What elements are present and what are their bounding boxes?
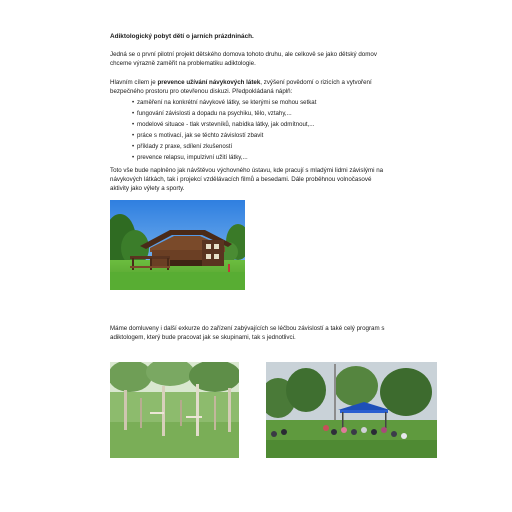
goal-paragraph-line-2: bezpečného prostoru pro otevřenou diskuzi. Předpokládaná náplň: bbox=[110, 88, 293, 95]
list-item: • prevence relapsu, impulzivní užití látky,... bbox=[132, 153, 316, 164]
list-item: • fungování závislosti a dopadu na psychiku, tělo, vztahy,... bbox=[132, 109, 316, 120]
excursion-paragraph-line-2: adiktologem, který bude pracovat jak se skupinami, tak s jednotlivci. bbox=[110, 334, 296, 341]
group-tent-photo bbox=[266, 362, 437, 458]
realization-paragraph-line-2: návykových látkách, tak i projekcí vzdělávacích filmů a besedami. Dále proběhnou volnočasové bbox=[110, 176, 372, 183]
document-title: Adiktologický pobyt dětí o jarních prázdninách. bbox=[110, 33, 254, 40]
goal-highlight: prevence užívání návykových látek bbox=[157, 79, 261, 86]
intro-paragraph-line-2: chceme výrazně zaměřit na problematiku adiktologie. bbox=[110, 60, 256, 67]
realization-paragraph-line-3: aktivity jako výlety a sporty. bbox=[110, 185, 185, 192]
intro-paragraph-line-1: Jedná se o první pilotní projekt dětského domova tohoto druhu, ale celkově se jako dětský domov bbox=[110, 51, 377, 58]
forest-posts-photo bbox=[110, 362, 239, 458]
cottage-photo bbox=[110, 200, 245, 290]
list-item: • práce s motivací, jak se těchto závislostí zbavit bbox=[132, 131, 316, 142]
goal-text-end: , zvýšení povědomí o rizicích a vytvoření bbox=[260, 79, 372, 86]
list-item: • příklady z praxe, sdílení zkušeností bbox=[132, 142, 316, 153]
realization-paragraph-line-1: Toto vše bude naplněno jak návštěvou výchovného ústavu, kde pracují s mladými lidmi závislými na bbox=[110, 167, 384, 174]
program-bullet-list bbox=[132, 98, 316, 163]
list-item: • modelové situace - tlak vrstevníků, nabídka látky, jak odmítnout,... bbox=[132, 120, 316, 131]
list-item: • zaměření na konkrétní návykové látky, se kterými se mohou setkat bbox=[132, 98, 316, 109]
excursion-paragraph-line-1: Máme domluveny i další exkurze do zařízení zabývajících se léčbou závislostí a také celý program s bbox=[110, 325, 385, 332]
goal-text-start: Hlavním cílem je bbox=[110, 79, 158, 86]
goal-paragraph-line-1 bbox=[110, 79, 372, 87]
